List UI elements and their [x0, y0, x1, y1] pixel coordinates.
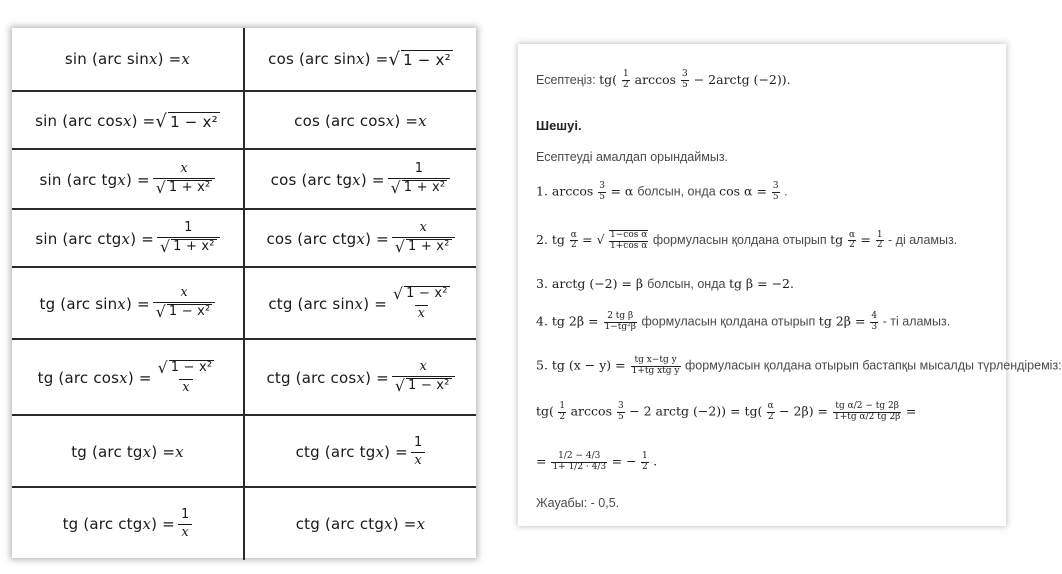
identity-row [12, 414, 476, 488]
identity-row [12, 208, 476, 268]
identity-right: cos (arc tg x ) = 1 √ 1 + x² [245, 150, 476, 210]
solution-heading: Шешуі. [536, 118, 582, 133]
task-three-fifths-fraction: $\frac{3}{5}$ [682, 69, 688, 90]
identity-left: sin (arc cos x ) = √ 1 − x² [12, 92, 245, 150]
transform-equation-2: = $\frac{1/2 - 4/3}{1+ 1/2 \cdot 4/3}$ = − $\frac{1}{2}$ . [536, 451, 658, 472]
identity-left: tg (arc sin x ) = x √ 1 − x² [12, 268, 245, 340]
solution-intro: Есептеуді амалдап орындаймыз. [536, 150, 729, 164]
task-line [536, 70, 791, 91]
fraction: √ 1 − x² x [393, 284, 448, 321]
identity-row [12, 266, 476, 340]
fraction: x √ 1 + x² [153, 162, 216, 197]
identity-right: cos (arc sin x ) = √ 1 − x² [268, 48, 451, 70]
step-4: 4. tg 2β = $\frac{\text{2 tg β}}{\text{1−tg²β}}$ формуласын қолдана отырып tg 2β = $\frac{4}{3}$ - ті аламыз. [536, 311, 951, 332]
identity-right: ctg (arc cos x ) = x √ 1 − x² [245, 340, 476, 416]
fraction: 1 √ 1 + x² [388, 162, 451, 197]
identity-right: ctg (arc sin x ) = √ 1 − x² x [245, 268, 476, 340]
task-expr-c: − 2arctg (−2)). [693, 71, 791, 87]
transform-equation-1: tg( $\frac{1}{2}$ arccos $\frac{3}{5}$ − 2 arctg (−2)) = tg( $\frac{\alpha}{2}$ − 2β) = $\frac{\text{tg α/2 − tg 2β}}{\text{1+tg α/2 tg 2β}}$ = [536, 401, 917, 422]
solution-card [518, 44, 1062, 526]
identity-left: sin (arc ctg x ) = 1 √ 1 + x² [12, 210, 245, 268]
fraction: x √ 1 − x² [153, 286, 216, 321]
square-root: √ 1 − x² [155, 302, 211, 321]
step-2: 2. tg $\frac{\alpha}{2}$ = √ $\frac{\text{1−cos α}}{\text{1+cos α}}$ формуласын қолдана отырып tg $\frac{\alpha}{2}$ = $\frac{1}{2}$ - ді аламыз. [536, 229, 958, 251]
square-root: √ 1 − x² [394, 376, 450, 395]
identity-right: cos (arc ctg x ) = x √ 1 + x² [245, 210, 476, 268]
fraction: x √ 1 − x² [392, 360, 455, 395]
identity-left: tg (arc tg x ) = x [12, 416, 245, 488]
step-3: 3. arctg (−2) = β болсын, онда tg β = −2. [536, 276, 794, 291]
square-root: √ 1 + x² [155, 178, 211, 197]
fraction: x √ 1 + x² [392, 221, 455, 256]
identity-right: ctg (arc tg x ) = $\frac{1}{x}$ [245, 416, 476, 488]
fraction: $\frac{1}{x}$ [411, 436, 425, 469]
identity-row [12, 338, 476, 416]
square-root: √ 1 + x² [394, 237, 450, 256]
task-half-fraction: $\frac{1}{2}$ [622, 69, 629, 90]
identity-row [12, 28, 476, 90]
identity-right: ctg (arc ctg x ) = x [295, 515, 426, 533]
task-expr-b: arccos [634, 71, 681, 87]
square-root: √ 1 + x² [390, 178, 446, 197]
task-label: Есептеңіз: [536, 72, 600, 87]
step-5: 5. tg (x − y) = tg x−tg y 1+tg xtg y формуласын қолдана отырып бастапқы мысалды түрлендіреміз: [536, 355, 1062, 376]
square-root: √ 1 − x² [388, 48, 451, 70]
fraction: √ 1 − x² x [157, 358, 213, 395]
identity-left: tg (arc ctg x ) = $\frac{1}{x}$ [12, 488, 245, 560]
step-1: 1. arccos $\frac{3}{5}$ = α болсын, онда cos α = $\frac{3}{5}$ . [536, 181, 788, 202]
identity-right: cos (arc cos x ) = x [294, 112, 427, 130]
square-root: √ 1 − x² [155, 110, 218, 132]
fraction: 1 √ 1 + x² [157, 221, 220, 256]
inverse-trig-identities-table [12, 28, 476, 558]
identity-row [12, 90, 476, 150]
fraction: $\frac{1}{x}$ [178, 508, 192, 541]
identity-left: sin (arc sin x ) = x [12, 28, 245, 90]
task-expr-a: tg( [599, 71, 617, 87]
identity-left: tg (arc cos x ) = √ 1 − x² x [12, 340, 245, 416]
square-root: √ 1 + x² [160, 237, 215, 256]
identity-left: sin (arc tg x ) = x √ 1 + x² [12, 150, 245, 210]
answer: Жауабы: - 0,5. [536, 496, 620, 510]
identity-row [12, 148, 476, 210]
square-root: √ 1 − x² [157, 358, 213, 377]
identity-row [12, 486, 476, 560]
square-root: √ 1 − x² [393, 284, 448, 303]
